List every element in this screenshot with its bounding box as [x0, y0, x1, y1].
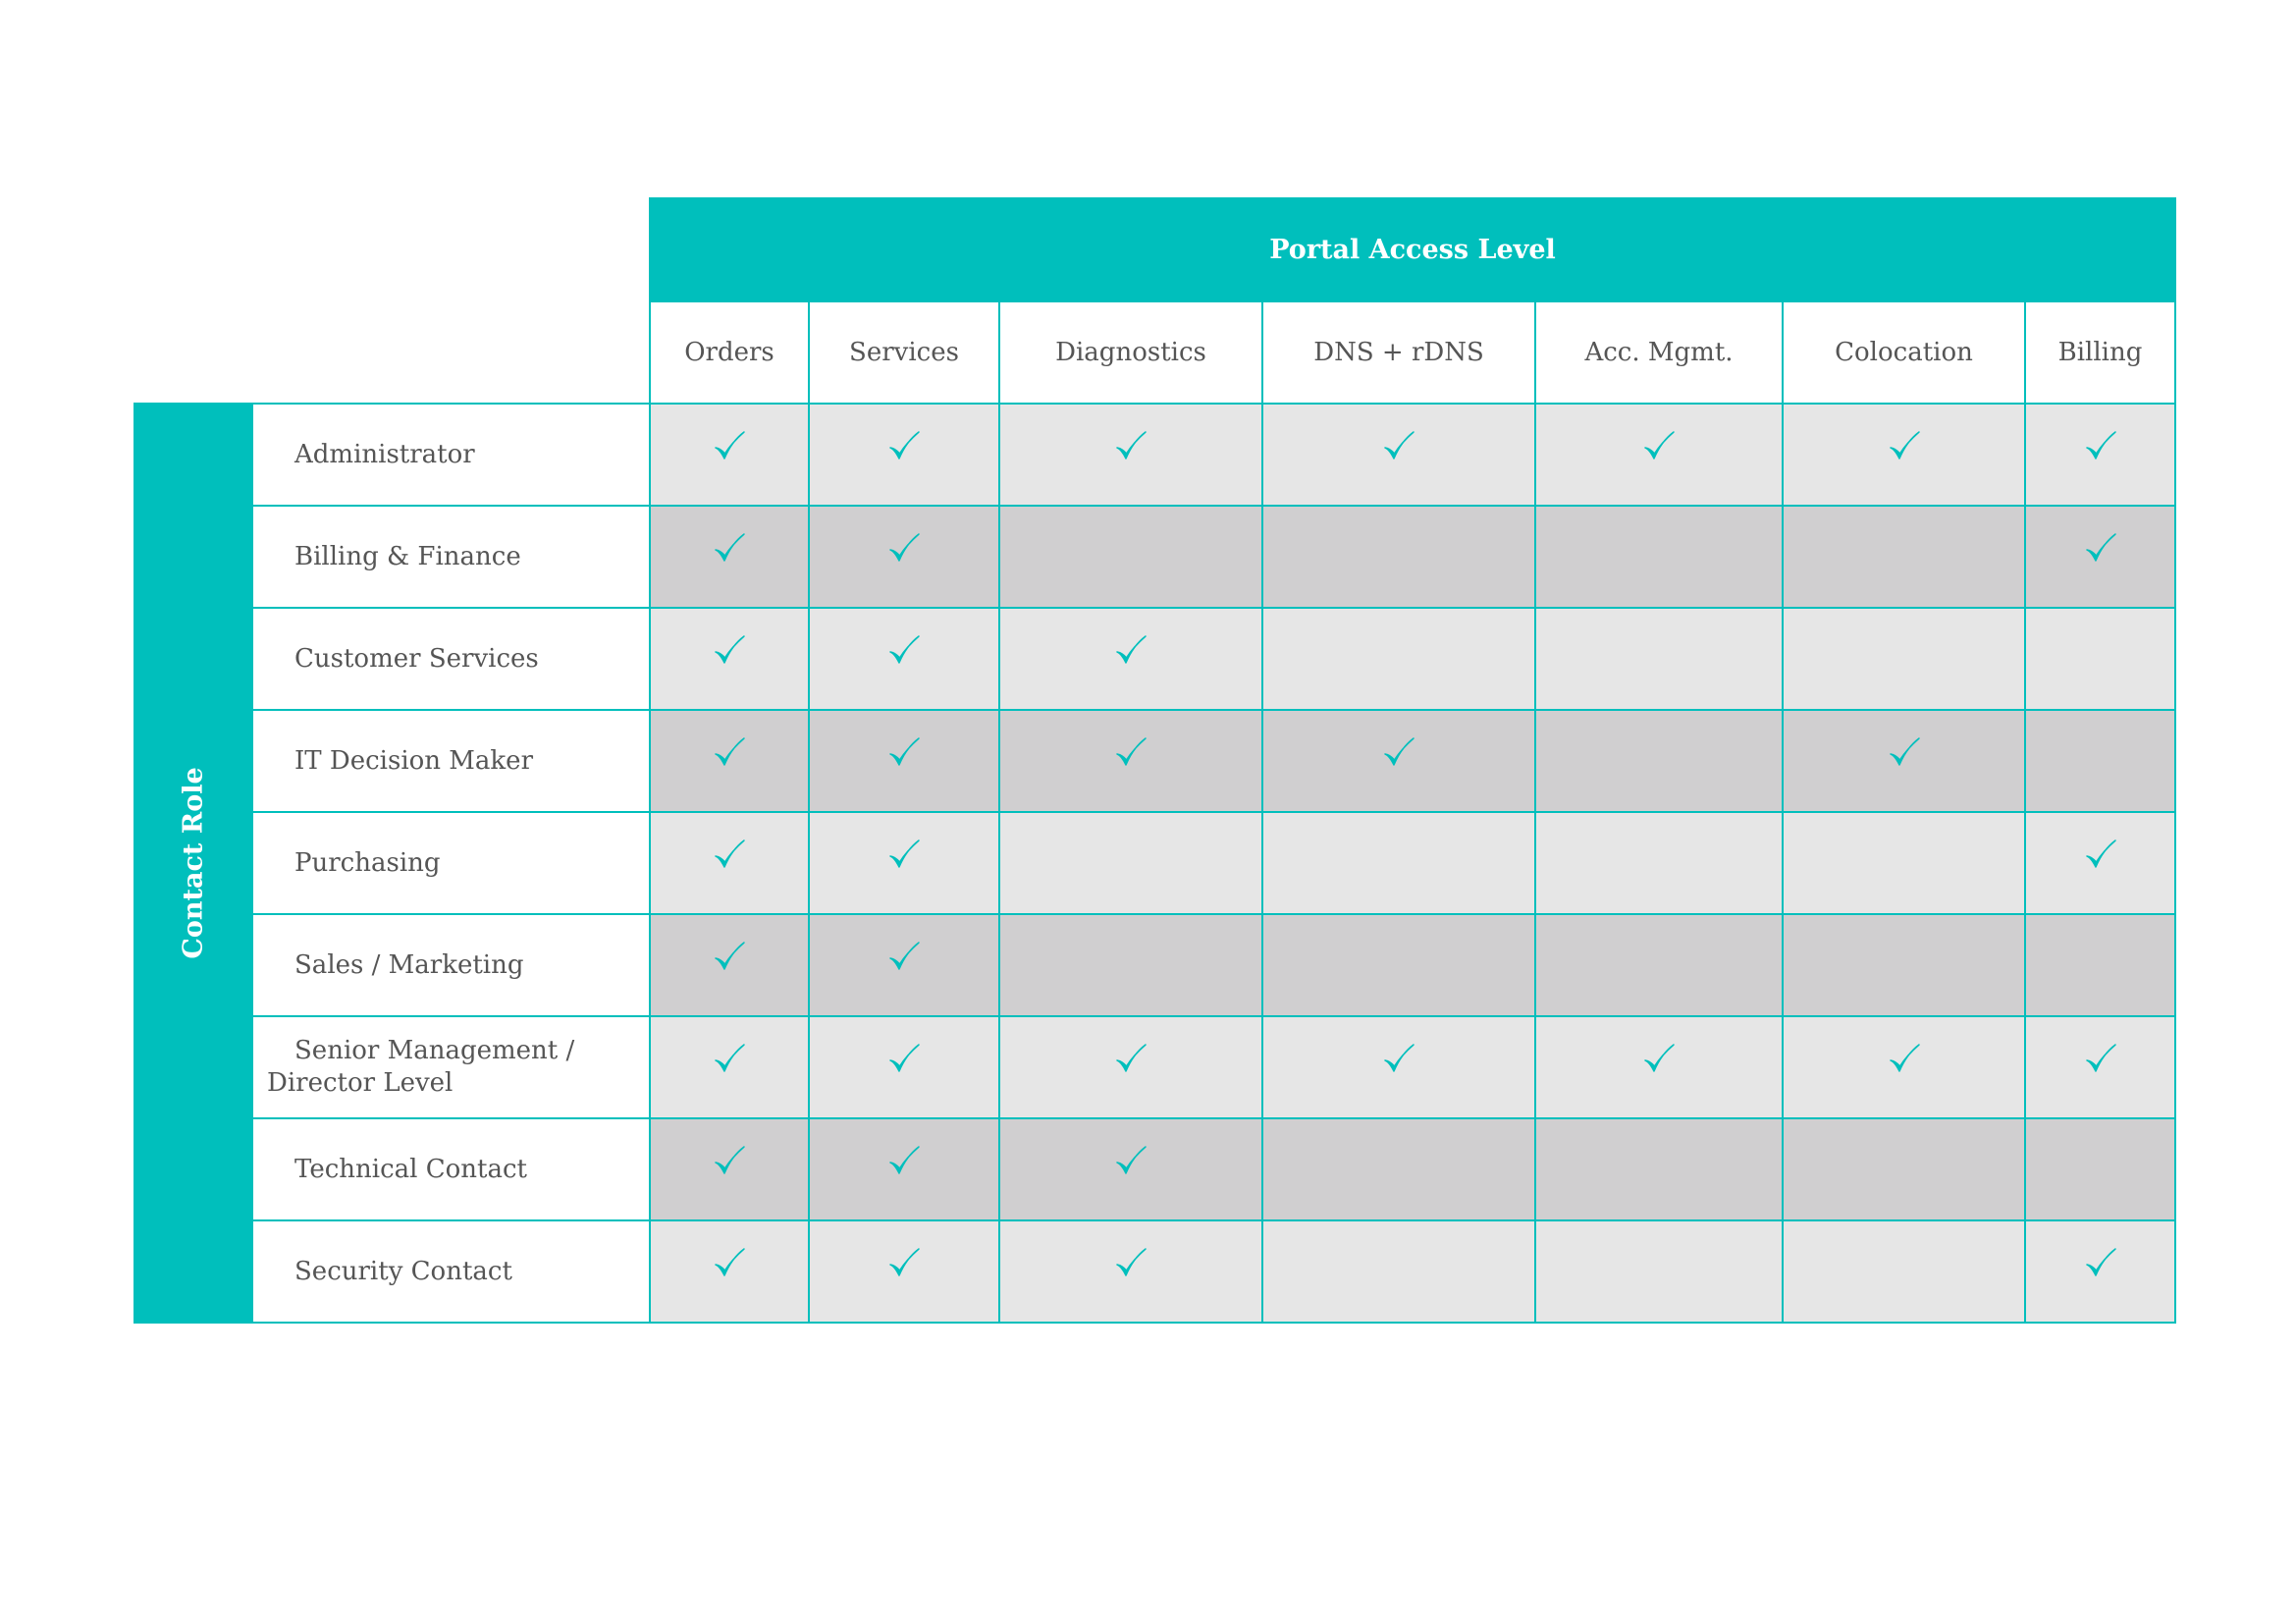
- access-cell: [809, 1016, 999, 1118]
- access-cell: [2025, 914, 2175, 1016]
- check-icon: [1113, 1246, 1148, 1281]
- access-cell: [809, 812, 999, 914]
- access-cell: [809, 404, 999, 506]
- row-header-role: [252, 608, 650, 710]
- role-label: Sales / Marketing: [294, 949, 524, 980]
- access-cell: [999, 404, 1262, 506]
- check-icon: [1381, 429, 1416, 464]
- check-icon: [1641, 429, 1677, 464]
- access-cell: [999, 608, 1262, 710]
- access-cell: [650, 608, 809, 710]
- table-row: [134, 404, 2175, 506]
- access-cell: [650, 404, 809, 506]
- check-icon: [712, 1246, 747, 1281]
- access-matrix-table: [133, 197, 2176, 1324]
- role-label: Technical Contact: [294, 1154, 527, 1184]
- check-icon: [2083, 429, 2118, 464]
- column-header-dns: DNS + rDNS: [1262, 301, 1535, 404]
- access-cell: [999, 506, 1262, 608]
- access-cell: [999, 710, 1262, 812]
- access-cell: [2025, 404, 2175, 506]
- row-header-role: [252, 812, 650, 914]
- table-row: [134, 1220, 2175, 1323]
- check-icon: [886, 429, 922, 464]
- check-icon: [886, 1246, 922, 1281]
- access-cell: [999, 812, 1262, 914]
- row-header-role: [252, 404, 650, 506]
- access-cell: [809, 710, 999, 812]
- access-cell: [1535, 812, 1783, 914]
- table-row: [134, 506, 2175, 608]
- access-cell: [1535, 506, 1783, 608]
- access-cell: [2025, 812, 2175, 914]
- column-header-diagnostics: Diagnostics: [999, 301, 1262, 404]
- check-icon: [712, 1144, 747, 1179]
- check-icon: [1113, 735, 1148, 771]
- check-icon: [712, 633, 747, 669]
- access-cell: [1262, 1220, 1535, 1323]
- table-row: [134, 914, 2175, 1016]
- role-label: Purchasing: [294, 847, 441, 878]
- column-header-billing: Billing: [2025, 301, 2175, 404]
- column-header-orders: Orders: [650, 301, 809, 404]
- role-label: Administrator: [294, 439, 475, 469]
- access-cell: [1262, 608, 1535, 710]
- check-icon: [1887, 1042, 1922, 1077]
- row-header-role: [252, 1016, 650, 1118]
- access-matrix-body: [134, 404, 2175, 1323]
- contact-role-label: Contact Role: [178, 767, 209, 959]
- check-icon: [1381, 735, 1416, 771]
- row-header-role: [252, 1118, 650, 1220]
- access-cell: [650, 812, 809, 914]
- access-cell: [999, 1220, 1262, 1323]
- check-icon: [886, 940, 922, 975]
- check-icon: [886, 531, 922, 567]
- portal-access-level-header: Portal Access Level: [650, 198, 2175, 301]
- access-cell: [809, 914, 999, 1016]
- access-cell: [1783, 404, 2025, 506]
- column-header-colocation: Colocation: [1783, 301, 2025, 404]
- access-cell: [1783, 914, 2025, 1016]
- role-label: Senior Management / Director Level: [267, 1036, 575, 1098]
- access-cell: [2025, 710, 2175, 812]
- access-cell: [2025, 1016, 2175, 1118]
- access-cell: [1262, 506, 1535, 608]
- access-cell: [2025, 1220, 2175, 1323]
- check-icon: [2083, 1042, 2118, 1077]
- access-cell: [1783, 1016, 2025, 1118]
- access-cell: [1262, 1016, 1535, 1118]
- table-corner: [134, 198, 650, 301]
- access-cell: [2025, 608, 2175, 710]
- check-icon: [712, 735, 747, 771]
- access-cell: [1535, 404, 1783, 506]
- table-row: [134, 710, 2175, 812]
- check-icon: [2083, 1246, 2118, 1281]
- column-header-acc-mgmt: Acc. Mgmt.: [1535, 301, 1783, 404]
- table-row: [134, 1118, 2175, 1220]
- check-icon: [886, 735, 922, 771]
- access-cell: [1783, 812, 2025, 914]
- access-cell: [1262, 914, 1535, 1016]
- check-icon: [712, 940, 747, 975]
- row-header-role: [252, 914, 650, 1016]
- access-cell: [1535, 608, 1783, 710]
- check-icon: [712, 1042, 747, 1077]
- access-cell: [1262, 1118, 1535, 1220]
- access-cell: [2025, 1118, 2175, 1220]
- table-row: [134, 1016, 2175, 1118]
- role-label: IT Decision Maker: [294, 745, 534, 776]
- check-icon: [712, 429, 747, 464]
- role-label: Customer Services: [294, 643, 539, 674]
- check-icon: [712, 531, 747, 567]
- check-icon: [2083, 838, 2118, 873]
- check-icon: [886, 1042, 922, 1077]
- access-cell: [809, 608, 999, 710]
- access-cell: [1783, 710, 2025, 812]
- contact-role-side-header: [134, 404, 252, 1323]
- access-cell: [650, 710, 809, 812]
- column-header-services: Services: [809, 301, 999, 404]
- access-cell: [1783, 608, 2025, 710]
- access-cell: [2025, 506, 2175, 608]
- check-icon: [2083, 531, 2118, 567]
- header-title-row: [134, 198, 2175, 301]
- table-corner-lower: [134, 301, 650, 404]
- check-icon: [886, 1144, 922, 1179]
- check-icon: [1113, 1042, 1148, 1077]
- table-row: [134, 812, 2175, 914]
- access-cell: [999, 914, 1262, 1016]
- access-cell: [650, 506, 809, 608]
- access-cell: [650, 1220, 809, 1323]
- table-row: [134, 608, 2175, 710]
- access-cell: [1262, 710, 1535, 812]
- check-icon: [1887, 429, 1922, 464]
- access-cell: [809, 1220, 999, 1323]
- access-cell: [650, 1016, 809, 1118]
- access-cell: [1535, 1016, 1783, 1118]
- access-cell: [1262, 404, 1535, 506]
- check-icon: [1113, 633, 1148, 669]
- row-header-role: [252, 710, 650, 812]
- access-cell: [1262, 812, 1535, 914]
- row-header-role: [252, 1220, 650, 1323]
- column-header-row: [134, 301, 2175, 404]
- access-cell: [1535, 710, 1783, 812]
- access-cell: [650, 1118, 809, 1220]
- row-header-role: [252, 506, 650, 608]
- check-icon: [1113, 1144, 1148, 1179]
- access-cell: [1535, 1118, 1783, 1220]
- check-icon: [886, 838, 922, 873]
- check-icon: [1887, 735, 1922, 771]
- access-cell: [1783, 1118, 2025, 1220]
- check-icon: [886, 633, 922, 669]
- access-cell: [999, 1016, 1262, 1118]
- access-cell: [650, 914, 809, 1016]
- access-cell: [1783, 506, 2025, 608]
- access-cell: [1535, 914, 1783, 1016]
- role-label: Billing & Finance: [294, 541, 521, 571]
- access-cell: [1783, 1220, 2025, 1323]
- check-icon: [1381, 1042, 1416, 1077]
- check-icon: [1113, 429, 1148, 464]
- access-cell: [809, 506, 999, 608]
- check-icon: [1641, 1042, 1677, 1077]
- role-label: Security Contact: [294, 1256, 512, 1286]
- access-cell: [809, 1118, 999, 1220]
- check-icon: [712, 838, 747, 873]
- access-cell: [1535, 1220, 1783, 1323]
- access-cell: [999, 1118, 1262, 1220]
